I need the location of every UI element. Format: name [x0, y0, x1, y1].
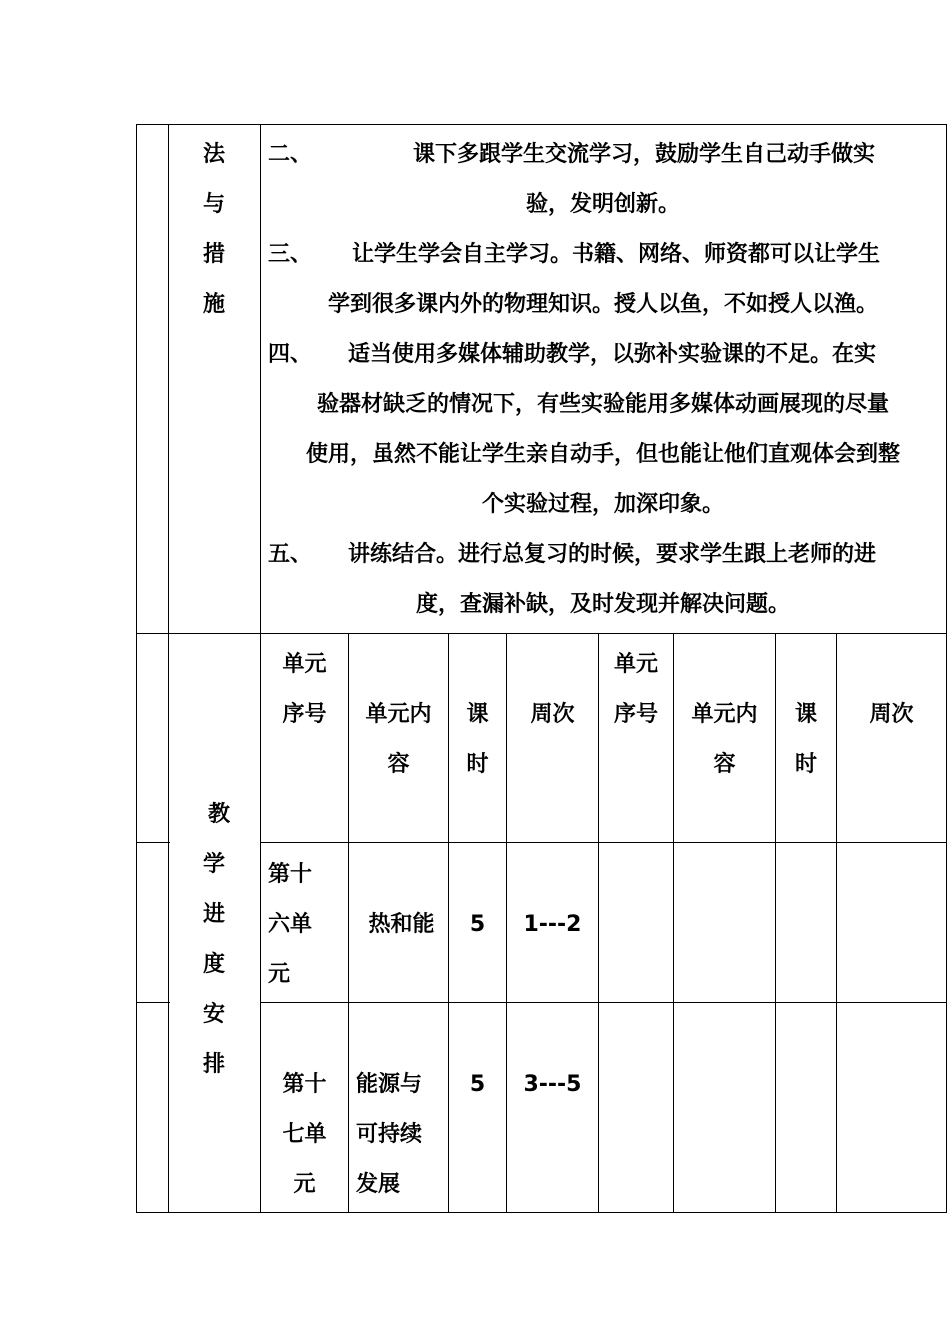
method-item-text: 课下多跟学生交流学习，鼓励学生自己动手做实 [413, 142, 876, 167]
header-hours: 课 时 [794, 702, 817, 777]
methods-side-label: 法 与 措 施 [202, 142, 225, 317]
header-weeks: 周次 [530, 702, 575, 727]
method-item-number: 三、 [268, 242, 313, 267]
header-unit-no: 单元 序号 [282, 652, 327, 727]
header-unit-content: 单元内 容 [365, 702, 432, 777]
table-row-unit-no: 第十 六单 元 [268, 862, 313, 987]
method-item-text: 让学生学会自主学习。书籍、网络、师资都可以让学生 [352, 242, 881, 267]
col-divider [168, 124, 169, 1213]
method-item-text: 适当使用多媒体辅助教学，以弥补实验课的不足。在实 [348, 342, 877, 367]
method-item-number: 五、 [268, 542, 313, 567]
table-bottom-border [136, 1212, 947, 1213]
table-row-unit-no: 第十 七单 元 [282, 1072, 327, 1197]
table-row-hours: 5 [469, 1072, 486, 1097]
row-divider [260, 1002, 947, 1003]
schedule-side-label: 教 学 进 度 安 排 [202, 802, 230, 1077]
method-item-text: 讲练结合。进行总复习的时候，要求学生跟上老师的进 [348, 542, 877, 567]
table-top-border [136, 124, 947, 125]
method-item-text: 个实验过程，加深印象。 [481, 492, 724, 517]
header-hours: 课 时 [466, 702, 489, 777]
table-right-border [946, 124, 947, 1213]
header-unit-content: 单元内 容 [691, 702, 758, 777]
method-item-number: 二、 [268, 142, 313, 167]
row-divider [136, 842, 170, 843]
table-row-weeks: 3---5 [523, 1072, 582, 1097]
table-row-content: 热和能 [368, 912, 435, 937]
method-item-text: 度，查漏补缺，及时发现并解决问题。 [415, 592, 790, 617]
method-item-text: 验，发明创新。 [525, 192, 680, 217]
method-item-text: 使用，虽然不能让学生亲自动手，但也能让他们直观体会到整 [305, 442, 900, 467]
section-divider [136, 633, 947, 634]
table-row-weeks: 1---2 [523, 912, 582, 937]
table-row-hours: 5 [469, 912, 486, 937]
table-row-content: 能源与 可持续 发展 [356, 1072, 423, 1197]
method-item-text: 学到很多课内外的物理知识。授人以鱼，不如授人以渔。 [327, 292, 878, 317]
header-unit-no: 单元 序号 [613, 652, 658, 727]
row-divider [136, 1002, 170, 1003]
row-divider [260, 842, 947, 843]
method-item-text: 验器材缺乏的情况下，有些实验能用多媒体动画展现的尽量 [316, 392, 889, 417]
method-item-number: 四、 [268, 342, 313, 367]
table-left-border [136, 124, 137, 1213]
header-weeks: 周次 [869, 702, 914, 727]
